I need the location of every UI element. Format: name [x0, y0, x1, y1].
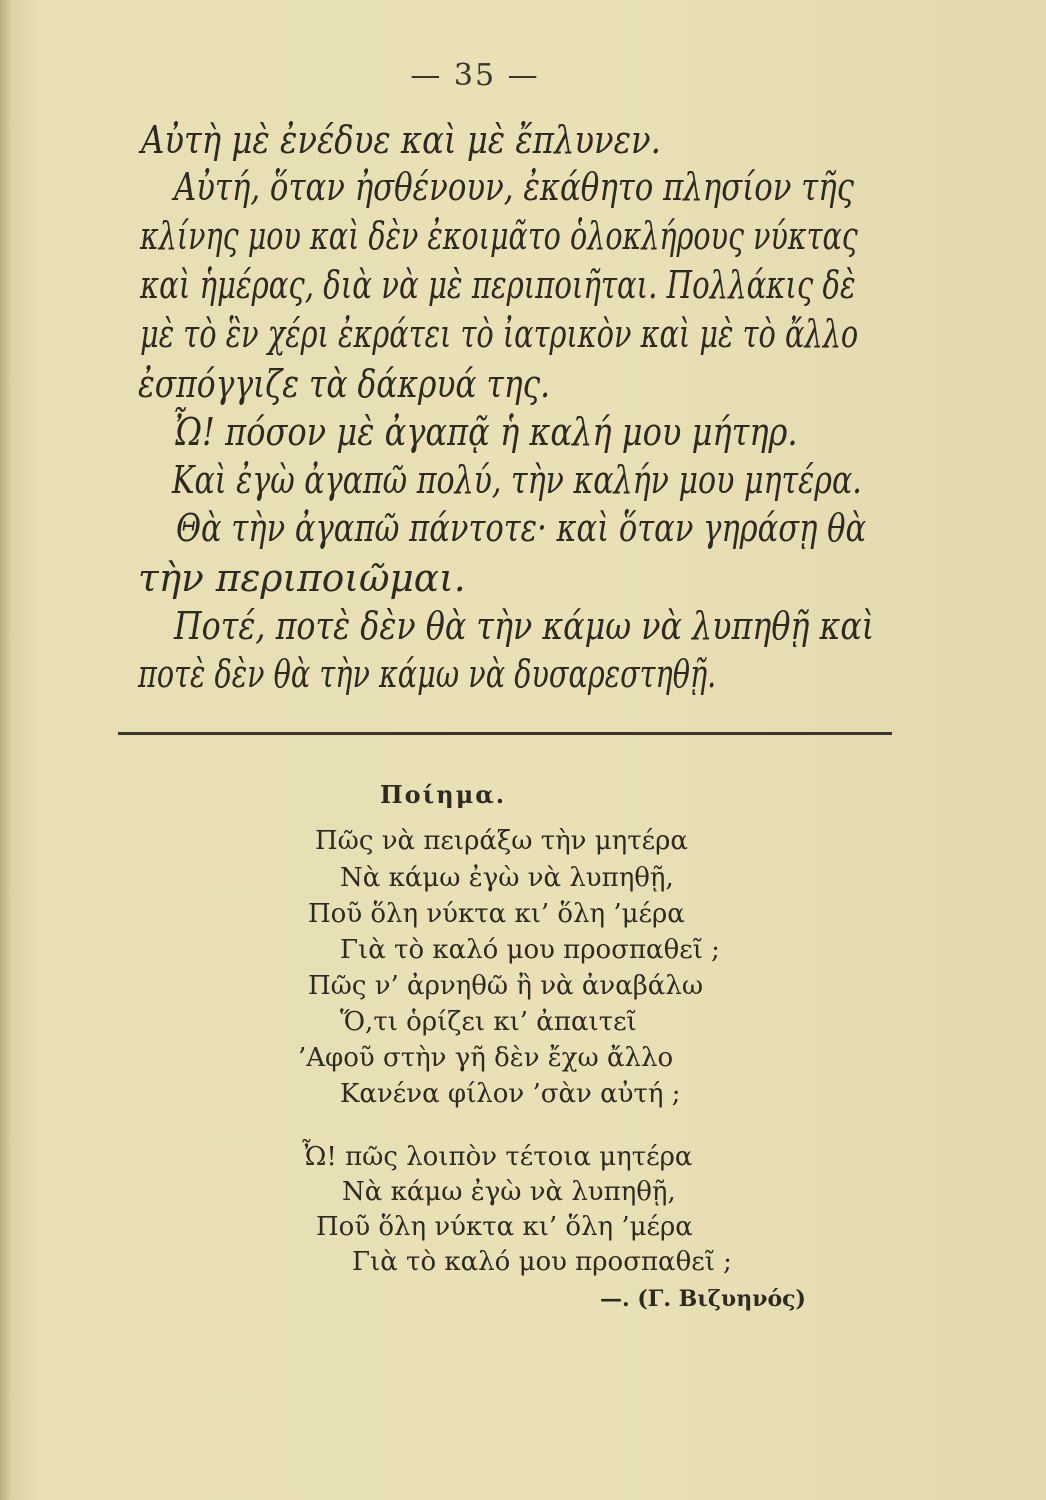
prose-line: Ὦ! πόσον μὲ ἀγαπᾷ ἡ καλή μου μήτηρ. — [172, 410, 798, 454]
prose-line: μὲ τὸ ἓν χέρι ἐκράτει τὸ ἰατρικὸν καὶ μὲ τὸ ἄλλο — [140, 312, 859, 356]
prose-line: Αὐτὴ μὲ ἐνέδυε καὶ μὲ ἔπλυνεν. — [141, 118, 661, 162]
prose-line: ποτὲ δὲν θὰ τὴν κάμω νὰ δυσαρεστηθῇ. — [138, 652, 717, 696]
prose-line: Αὐτή, ὅταν ἠσθένουν, ἐκάθητο πλησίον τῆς — [174, 165, 854, 209]
poem-line: Νὰ κάμω ἐγὼ νὰ λυπηθῇ, — [342, 1177, 676, 1207]
poem-line: Ὦ! πῶς λοιπὸν τέτοια μητέρα — [302, 1142, 693, 1172]
poem-line: Γιὰ τὸ καλό μου προσπαθεῖ ; — [352, 1247, 732, 1277]
prose-line: Καὶ ἐγὼ ἀγαπῶ πολύ, τὴν καλήν μου μητέρα. — [172, 458, 862, 502]
prose-line: ἐσπόγγιζε τὰ δάκρυά της. — [138, 362, 551, 406]
poem-line: Ὅ,τι ὁρίζει κι’ ἀπαιτεῖ — [340, 1007, 637, 1037]
page-number: — 35 — — [410, 58, 540, 93]
prose-line: Θὰ τὴν ἀγαπῶ πάντοτε· καὶ ὅταν γηράσῃ θὰ — [176, 506, 867, 550]
poem-line: Νὰ κάμω ἐγὼ νὰ λυπηθῇ, — [340, 863, 674, 893]
poem-line: Πῶς ν’ ἀρνηθῶ ἢ νὰ ἀναβάλω — [308, 971, 704, 1001]
section-divider — [118, 732, 892, 735]
prose-line: καὶ ἡμέρας, διὰ νὰ μὲ περιποιῆται. Πολλάκις δὲ — [140, 263, 856, 307]
poem-title: Ποίημα. — [380, 780, 507, 809]
prose-line: κλίνης μου καὶ δὲν ἐκοιμᾶτο ὁλοκλήρους νύκτας — [140, 214, 858, 258]
book-spine-edge — [0, 0, 10, 1500]
poem-line: ’Αφοῦ στὴν γῆ δὲν ἔχω ἄλλο — [298, 1043, 674, 1073]
poem-line: Ποῦ ὅλη νύκτα κι’ ὅλη ’μέρα — [316, 1212, 693, 1242]
poem-line: Κανένα φίλον ’σὰν αὐτή ; — [340, 1079, 681, 1109]
poem-line: Πῶς νὰ πειράξω τὴν μητέρα — [315, 826, 688, 856]
poem-line: Ποῦ ὅλη νύκτα κι’ ὅλη ’μέρα — [308, 899, 685, 929]
poem-line: Γιὰ τὸ καλό μου προσπαθεῖ ; — [340, 935, 720, 965]
prose-line: Ποτέ, ποτὲ δὲν θὰ τὴν κάμω νὰ λυπηθῇ καὶ — [174, 604, 875, 648]
poem-author: —. (Γ. Βιζυηνός) — [600, 1286, 806, 1312]
prose-line: τὴν περιποιῶμαι. — [138, 556, 466, 600]
